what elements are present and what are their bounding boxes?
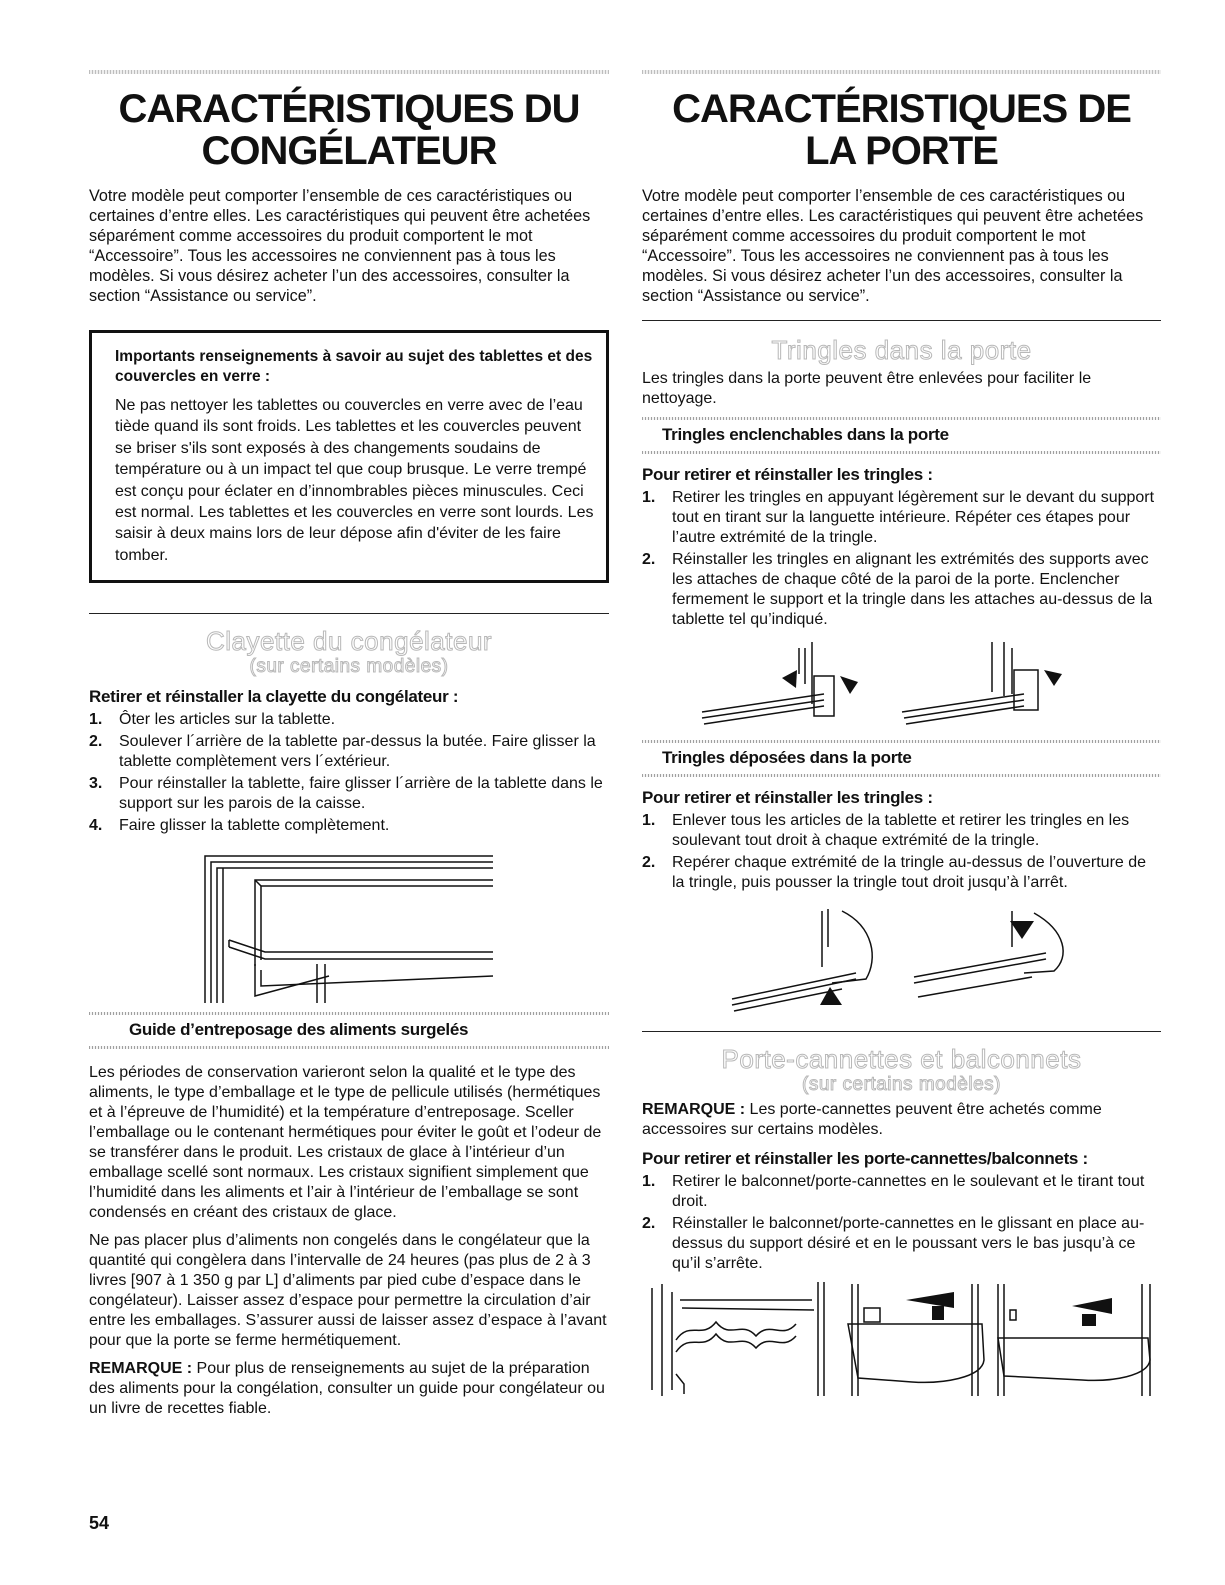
guide-paragraph-1: Les périodes de conservation varieront selon la qualité et le type des aliments, le type d’emballage et le type de pellicule utilisés (hermétiques et à l’épreuve de l’humidité) et la température d’entreposage. Sceller l’emballage ou le contenant hermétiques pour éviter le goût et l’odeur de se transférer dans le produit. Les cristaux de glace à l’intérieur d’un emballage scellé sont normaux. Les cristaux signifient simplement que l’humidité dans les aliments et l’air à l’intérieur de l’emballage se sont condensés en créant des cristaux de glace.: [89, 1064, 602, 1222]
drop-rails-title: Tringles déposées dans la porte: [662, 748, 912, 767]
warning-body: Ne pas nettoyer les tablettes ou couvercles en verre avec de l’eau tiède quand ils sont froids. Les tablettes et les couvercles peuvent se briser s'ils sont exposés à des changements soudains de température ou à un impact tel que coup brusque. Le verre trempé est conçu pour éclater en d’innombrables pièces minuscules. Ceci est normal. Les tablettes et les couvercles en verre sont lourds. Les saisir à deux mains lors de leur dépose afin d'éviter de les faire tomber.: [115, 397, 594, 564]
freezer-intro: Votre modèle peut comporter l’ensemble de ces caractéristiques ou certaines d’entre elles. Les caractéristiques qui peuvent être achetées séparément comme accessoires du produit comportent le mot “Accessoire”. Tous les accessoires ne conviennent pas à tous les modèles. Si vous désirez acheter l’un des accessoires, consulter la section “Assistance ou service”.: [89, 187, 591, 305]
door-rails-intro: Les tringles dans la porte peuvent être enlevées pour faciliter le nettoyage.: [642, 370, 1092, 407]
can-rack-subhead: Pour retirer et réinstaller les porte-cannettes/balconnets :: [642, 1149, 1088, 1168]
guide-paragraph-2: Ne pas placer plus d’aliments non congelés dans le congélateur que la quantité qui congèlera dans l’intervalle de 24 heures (pas plus de 2 à 3 livres [907 à 1 350 g par L] d’aliments par pied cube d’espace dans le congélateur). Laisser assez d’espace pour permettre la circulation d’air entre les emballages. S’assurer aussi de laisser assez d’espace à l’avant pour que la porte se ferme hermétiquement.: [89, 1232, 607, 1350]
list-item: 4. Faire glisser la tablette complètement.: [89, 817, 390, 835]
can-rack-steps: [642, 1172, 1161, 1274]
food-storage-guide-band: [89, 1012, 609, 1049]
snap-rails-illustration: [642, 634, 1161, 734]
drop-rails-subhead: Pour retirer et réinstaller les tringles :: [642, 788, 933, 807]
page-number: 54: [89, 1513, 110, 1533]
can-rack-heading: Porte-cannettes et balconnets: [721, 1044, 1082, 1074]
list-item: 2. Réinstaller les tringles en alignant les extrémités des supports avec les attaches de chaque côté de la paroi de la porte. Enclencher fermement le support et la tringle dans les attaches au-dessus de la tablette tel qu’indiqué.: [642, 551, 1153, 628]
food-storage-guide-title: Guide d’entreposage des aliments surgelés: [129, 1020, 469, 1040]
shelf-heading: Clayette du congélateur: [205, 626, 493, 657]
right-column: [642, 70, 1161, 1400]
can-rack-subheading: (sur certains modèles): [802, 1074, 1001, 1095]
left-column: [89, 70, 609, 1427]
shelf-subheading: (sur certains modèles): [249, 656, 449, 678]
list-item: 1. Retirer les tringles en appuyant légèrement sur le devant du support tout en tirant sur la languette intérieure. Répéter ces étapes pour l’autre extrémité de la tringle.: [642, 489, 1155, 546]
door-rails-heading: Tringles dans la porte: [771, 335, 1032, 365]
top-dotted-rule: [642, 70, 1161, 74]
snap-rails-steps: [642, 488, 1161, 630]
list-item: 3. Pour réinstaller la tablette, faire glisser l´arrière de la tablette dans le support sur les parois de la caisse.: [89, 775, 603, 813]
door-features-title: CARACTÉRISTIQUES DE LA PORTE: [672, 87, 1131, 173]
list-item: 2. Soulever l´arrière de la tablette par-dessus la butée. Faire glisser la tablette complètement vers l´extérieur.: [89, 733, 596, 771]
snap-rails-band: [642, 417, 1161, 454]
drop-rails-band: [642, 740, 1161, 777]
can-rack-note: REMARQUE : Les porte-cannettes peuvent être achetés comme accessoires sur certains modèles.: [642, 1101, 1102, 1138]
guide-note: REMARQUE : Pour plus de renseignements au sujet de la préparation des aliments pour la congélation, consulter un guide pour congélateur ou un livre de recettes fiable.: [89, 1360, 605, 1418]
snap-rails-title: Tringles enclenchables dans la porte: [662, 425, 949, 444]
list-item: 2. Repérer chaque extrémité de la tringle au-dessus de l’ouverture de la tringle, puis pousser la tringle tout droit jusqu’à l’arrêt.: [642, 854, 1147, 891]
list-item: 2. Réinstaller le balconnet/porte-cannettes en le glissant en place au-dessus du support désiré et en le poussant vers le bas jusqu’à ce qu’il s’arrête.: [642, 1215, 1145, 1272]
list-item: 1. Enlever tous les articles de la tablette et retirer les tringles en les soulevant tout droit à chaque extrémité de la tringle.: [642, 812, 1130, 849]
list-item: 1. Ôter les articles sur la tablette.: [89, 711, 336, 729]
list-item: 1. Retirer le balconnet/porte-cannettes en le soulevant et le tirant tout droit.: [642, 1173, 1145, 1210]
freezer-shelf-illustration: [89, 846, 609, 1006]
door-intro: Votre modèle peut comporter l’ensemble de ces caractéristiques ou certaines d’entre elles. Les caractéristiques qui peuvent être achetées séparément comme accessoires du produit comportent le mot “Accessoire”. Tous les accessoires ne conviennent pas à tous les modèles. Si vous désirez acheter l’un des accessoires, consulter la section “Assistance ou service”.: [642, 187, 1144, 305]
snap-rails-subhead: Pour retirer et réinstaller les tringles :: [642, 465, 933, 484]
warning-title: Importants renseignements à savoir au sujet des tablettes et des couvercles en verre :: [115, 348, 593, 385]
freezer-features-title: CARACTÉRISTIQUES DU CONGÉLATEUR: [118, 87, 580, 173]
drop-rails-illustration: [642, 907, 1161, 1017]
drop-rails-steps: [642, 811, 1161, 893]
glass-warning-box: [89, 330, 609, 583]
shelf-instructions-heading: Retirer et réinstaller la clayette du congélateur :: [89, 687, 459, 707]
top-dotted-rule: [89, 70, 609, 74]
can-rack-illustration: [642, 1280, 1161, 1400]
shelf-steps: [89, 710, 609, 836]
